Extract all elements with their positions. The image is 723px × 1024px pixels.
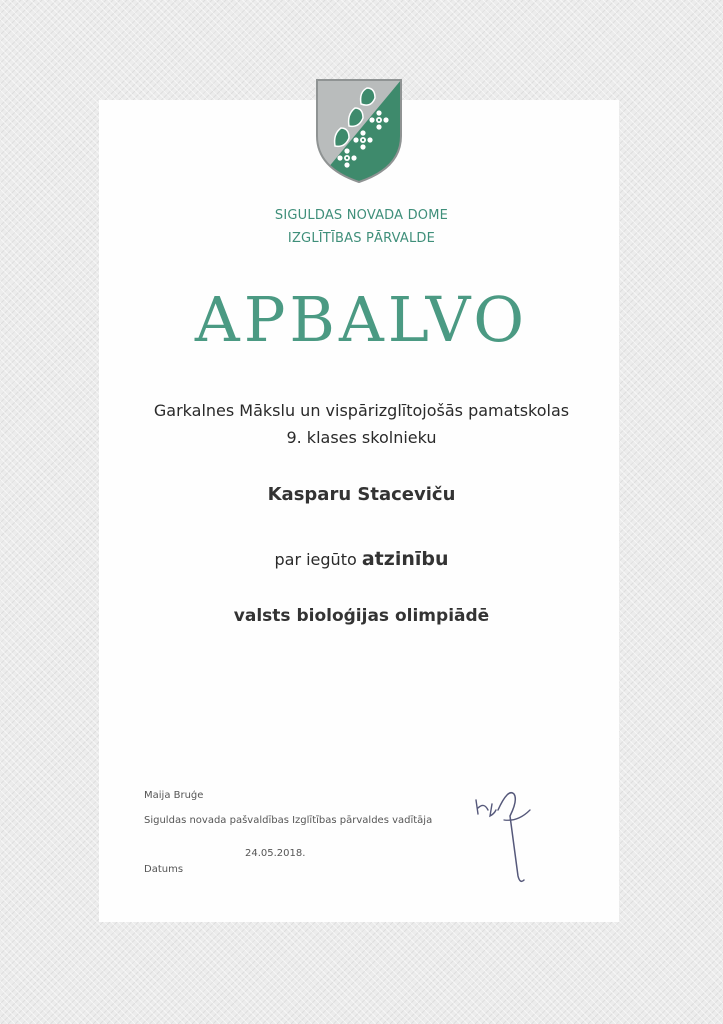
school-name: Garkalnes Mākslu un vispārizglītojošās pamatskolas bbox=[153, 401, 570, 420]
achievement-prefix: par iegūto bbox=[274, 550, 357, 569]
award-title: APBALVO bbox=[194, 283, 529, 356]
recipient-name: Kasparu Staceviču bbox=[267, 484, 456, 505]
date-label: Datums bbox=[144, 864, 184, 875]
achievement-line bbox=[0, 548, 723, 570]
organization-department: IZGLĪTĪBAS PĀRVALDE bbox=[287, 231, 436, 246]
coat-of-arms-icon bbox=[313, 76, 405, 186]
signer-position: Siguldas novada pašvaldības Izglītības pārvaldes vadītāja bbox=[144, 815, 433, 826]
grade-text: 9. klases skolnieku bbox=[286, 428, 437, 447]
signer-name: Maija Bruģe bbox=[144, 790, 204, 801]
achievement-award: atzinību bbox=[361, 548, 449, 570]
organization-name: SIGULDAS NOVADA DOME bbox=[274, 208, 449, 223]
date-value: 24.05.2018. bbox=[245, 848, 306, 859]
handwritten-signature-icon bbox=[468, 780, 538, 890]
event-name: valsts bioloģijas olimpiādē bbox=[233, 606, 490, 626]
